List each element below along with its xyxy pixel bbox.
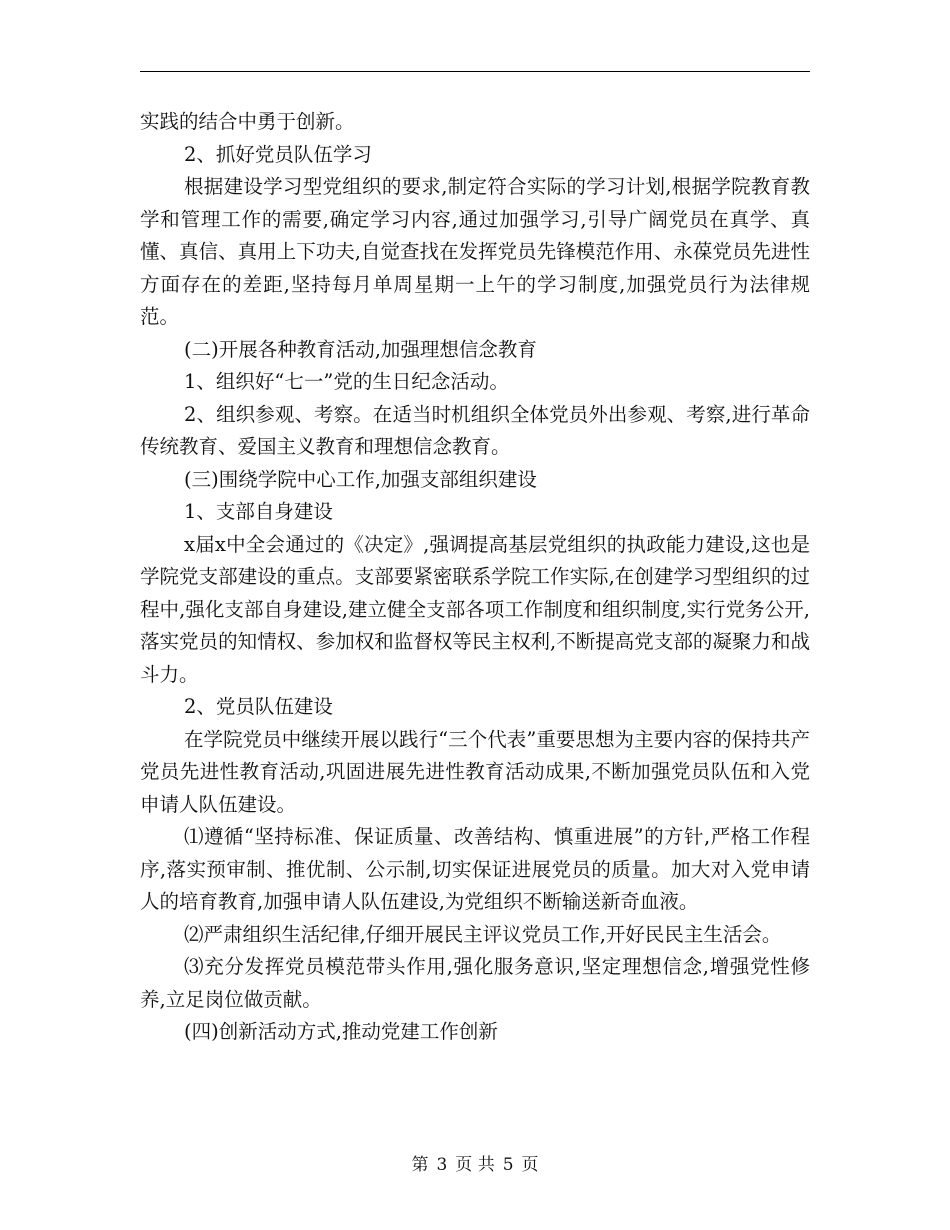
section-heading: (三)围绕学院中心工作,加强支部组织建设 <box>184 467 537 491</box>
paragraph: 1、组织好“七一”党的生日纪念活动。 <box>184 370 509 393</box>
document-body <box>140 106 810 1049</box>
paragraph: 根据建设学习型党组织的要求,制定符合实际的学习计划,根据学院教育教学和管理工作的需要,确定学习内容,通过加强学习,引导广阔党员在真学、真懂、真信、真用上下功夫,自觉查找在发挥党员先锋模范作用、永葆党员先进性方面存在的差距,坚持每月单周星期一上午的学习制度,加强党员行为法律规范。 <box>140 175 810 328</box>
total-page-number: 5 <box>502 1155 514 1175</box>
footer-suffix: 页 <box>521 1155 539 1175</box>
page-footer <box>0 1153 950 1177</box>
footer-middle: 页 共 <box>455 1155 495 1175</box>
list-item: ⑵严肃组织生活纪律,仔细开展民主评议党员工作,开好民民主生活会。 <box>184 922 782 946</box>
paragraph: 2、组织参观、考察。在适当时机组织全体党员外出参观、考察,进行革命传统教育、爱国主义教育和理想信念教育。 <box>140 402 810 458</box>
section-heading: (四)创新活动方式,推动党建工作创新 <box>184 1020 498 1043</box>
header-rule <box>140 71 810 72</box>
footer-prefix: 第 <box>411 1155 429 1175</box>
list-item: ⑴遵循“坚持标准、保证质量、改善结构、慎重进展”的方针,严格工作程序,落实预审制、推优制、公示制,切实保证进展党员的质量。加大对入党申请人的培育教育,加强申请人队伍建设,为党组织不断输送新奇血液。 <box>140 825 810 913</box>
list-item: ⑶充分发挥党员模范带头作用,强化服务意识,坚定理想信念,增强党性修养,立足岗位做贡献。 <box>140 955 810 1011</box>
section-heading: (二)开展各种教育活动,加强理想信念教育 <box>184 337 537 361</box>
paragraph: x届x中全会通过的《决定》,强调提高基层党组织的执政能力建设,这也是学院党支部建设的重点。支部要紧密联系学院工作实际,在创建学习型组织的过程中,强化支部自身建设,建立健全支部各项工作制度和组织制度,实行党务公开,落实党员的知情权、参加权和监督权等民主权利,不断提高党支部的凝聚力和战斗力。 <box>140 532 810 686</box>
subheading: 2、抓好党员队伍学习 <box>184 142 372 166</box>
paragraph: 在学院党员中继续开展以践行“三个代表”重要思想为主要内容的保持共产党员先进性教育活动,巩固进展先进性教育活动成果,不断加强党员队伍和入党申请人队伍建设。 <box>140 727 810 816</box>
subheading: 1、支部自身建设 <box>184 500 333 523</box>
paragraph: 实践的结合中勇于创新。 <box>140 110 355 133</box>
subheading: 2、党员队伍建设 <box>184 695 333 718</box>
current-page-number: 3 <box>436 1155 448 1175</box>
